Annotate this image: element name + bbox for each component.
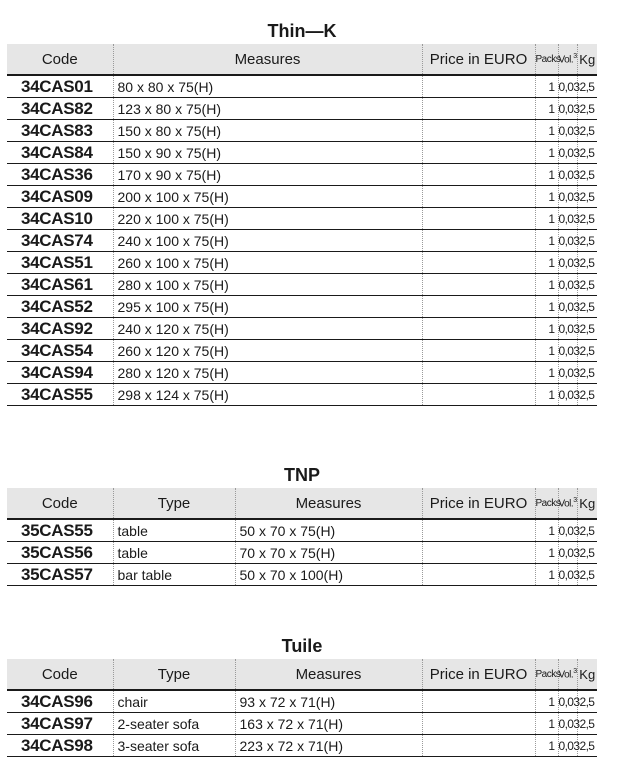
packs-cell: 1 — [535, 318, 558, 340]
table-row — [7, 75, 597, 98]
header-packs: Packs — [535, 488, 558, 519]
packs-cell: 1 — [535, 384, 558, 406]
table-row — [7, 735, 597, 757]
price-cell — [422, 362, 535, 384]
header-packs: Packs — [535, 659, 558, 690]
code-cell: 34CAS10 — [7, 208, 113, 230]
price-cell — [422, 713, 535, 735]
header-type: Type — [113, 659, 235, 690]
table-row — [7, 713, 597, 735]
price-cell — [422, 542, 535, 564]
vol-cell: 0,03 — [558, 164, 577, 186]
code-cell: 34CAS51 — [7, 252, 113, 274]
kg-cell: 2,5 — [579, 101, 595, 116]
header-kg: Kg — [579, 51, 596, 67]
price-cell — [422, 519, 535, 542]
header-code: Code — [7, 659, 113, 690]
price-cell — [422, 120, 535, 142]
kg-cell: 2,5 — [579, 321, 595, 336]
vol-cell: 0,03 — [558, 274, 577, 296]
code-cell: 34CAS84 — [7, 142, 113, 164]
table-row — [7, 519, 597, 542]
section-tuile — [7, 633, 597, 757]
packs-cell: 1 — [535, 120, 558, 142]
kg-cell: 2,5 — [579, 167, 595, 182]
kg-cell: 2,5 — [579, 716, 595, 731]
kg-cell: 2,5 — [579, 738, 595, 753]
kg-cell: 2,5 — [579, 277, 595, 292]
header-vol-superscript: 3 — [573, 52, 577, 60]
kg-cell: 2,5 — [579, 211, 595, 226]
price-table — [7, 44, 597, 406]
table-row — [7, 142, 597, 164]
price-table — [7, 659, 597, 757]
vol-cell: 0,03 — [558, 713, 577, 735]
type-cell: table — [113, 519, 235, 542]
table-row — [7, 690, 597, 713]
type-cell: table — [113, 542, 235, 564]
measures-cell: 298 x 124 x 75(H) — [113, 384, 422, 406]
table-row — [7, 318, 597, 340]
header-vol — [558, 659, 577, 690]
vol-cell: 0,03 — [558, 142, 577, 164]
header-vol — [558, 488, 577, 519]
kg-cell: 2,5 — [579, 189, 595, 204]
code-cell: 34CAS61 — [7, 274, 113, 296]
header-price: Price in EURO — [422, 488, 535, 519]
measures-cell: 260 x 120 x 75(H) — [113, 340, 422, 362]
section-title: Tuile — [281, 636, 323, 656]
header-vol-label: Vol. — [558, 54, 574, 66]
table-row — [7, 252, 597, 274]
header-kg: Kg — [579, 495, 596, 511]
measures-cell: 50 x 70 x 75(H) — [235, 519, 422, 542]
packs-cell: 1 — [535, 713, 558, 735]
header-vol-label: Vol. — [558, 669, 574, 681]
measures-cell: 123 x 80 x 75(H) — [113, 98, 422, 120]
measures-cell: 70 x 70 x 75(H) — [235, 542, 422, 564]
price-cell — [422, 318, 535, 340]
vol-cell: 0,03 — [558, 98, 577, 120]
measures-cell: 93 x 72 x 71(H) — [235, 690, 422, 713]
header-price: Price in EURO — [422, 44, 535, 75]
vol-cell: 0,03 — [558, 208, 577, 230]
measures-cell: 240 x 120 x 75(H) — [113, 318, 422, 340]
measures-cell: 240 x 100 x 75(H) — [113, 230, 422, 252]
price-cell — [422, 252, 535, 274]
table-row — [7, 384, 597, 406]
price-cell — [422, 564, 535, 586]
measures-cell: 280 x 100 x 75(H) — [113, 274, 422, 296]
measures-cell: 150 x 90 x 75(H) — [113, 142, 422, 164]
header-kg: Kg — [579, 666, 596, 682]
vol-cell: 0,03 — [558, 75, 577, 98]
vol-cell: 0,03 — [558, 252, 577, 274]
packs-cell: 1 — [535, 274, 558, 296]
vol-cell: 0,03 — [558, 564, 577, 586]
table-row — [7, 230, 597, 252]
price-cell — [422, 186, 535, 208]
type-cell: bar table — [113, 564, 235, 586]
header-measures: Measures — [235, 659, 422, 690]
section-title: TNP — [284, 465, 320, 485]
code-cell: 34CAS54 — [7, 340, 113, 362]
price-cell — [422, 690, 535, 713]
section-title: Thin—K — [267, 21, 337, 41]
price-cell — [422, 296, 535, 318]
header-packs: Packs — [535, 44, 558, 75]
code-cell: 34CAS55 — [7, 384, 113, 406]
kg-cell: 2,5 — [579, 523, 595, 538]
table-row — [7, 362, 597, 384]
header-measures: Measures — [113, 44, 422, 75]
header-measures: Measures — [235, 488, 422, 519]
header-price: Price in EURO — [422, 659, 535, 690]
table-row — [7, 340, 597, 362]
kg-cell: 2,5 — [579, 343, 595, 358]
code-cell: 34CAS09 — [7, 186, 113, 208]
section-thin-k — [7, 18, 597, 406]
kg-cell: 2,5 — [579, 694, 595, 709]
table-row — [7, 564, 597, 586]
packs-cell: 1 — [535, 186, 558, 208]
measures-cell: 223 x 72 x 71(H) — [235, 735, 422, 757]
packs-cell: 1 — [535, 208, 558, 230]
header-code: Code — [7, 488, 113, 519]
table-row — [7, 164, 597, 186]
vol-cell: 0,03 — [558, 735, 577, 757]
code-cell: 35CAS57 — [7, 564, 113, 586]
vol-cell: 0,03 — [558, 542, 577, 564]
measures-cell: 50 x 70 x 100(H) — [235, 564, 422, 586]
code-cell: 34CAS97 — [7, 713, 113, 735]
vol-cell: 0,03 — [558, 690, 577, 713]
table-row — [7, 296, 597, 318]
code-cell: 34CAS01 — [7, 75, 113, 98]
type-cell: chair — [113, 690, 235, 713]
table-row — [7, 542, 597, 564]
code-cell: 35CAS55 — [7, 519, 113, 542]
price-cell — [422, 164, 535, 186]
packs-cell: 1 — [535, 519, 558, 542]
packs-cell: 1 — [535, 230, 558, 252]
measures-cell: 280 x 120 x 75(H) — [113, 362, 422, 384]
vol-cell: 0,03 — [558, 519, 577, 542]
vol-cell: 0,03 — [558, 318, 577, 340]
vol-cell: 0,03 — [558, 230, 577, 252]
price-cell — [422, 208, 535, 230]
type-cell: 2-seater sofa — [113, 713, 235, 735]
header-vol-superscript: 3 — [573, 496, 577, 504]
table-row — [7, 274, 597, 296]
table-row — [7, 208, 597, 230]
vol-cell: 0,03 — [558, 120, 577, 142]
kg-cell: 2,5 — [579, 365, 595, 380]
header-vol — [558, 44, 577, 75]
table-row — [7, 186, 597, 208]
code-cell: 34CAS82 — [7, 98, 113, 120]
header-code: Code — [7, 44, 113, 75]
vol-cell: 0,03 — [558, 362, 577, 384]
packs-cell: 1 — [535, 142, 558, 164]
measures-cell: 295 x 100 x 75(H) — [113, 296, 422, 318]
table-header-row — [7, 488, 597, 519]
packs-cell: 1 — [535, 98, 558, 120]
code-cell: 34CAS52 — [7, 296, 113, 318]
packs-cell: 1 — [535, 75, 558, 98]
section-tnp — [7, 462, 597, 586]
measures-cell: 163 x 72 x 71(H) — [235, 713, 422, 735]
code-cell: 34CAS96 — [7, 690, 113, 713]
kg-cell: 2,5 — [579, 545, 595, 560]
packs-cell: 1 — [535, 164, 558, 186]
kg-cell: 2,5 — [579, 255, 595, 270]
measures-cell: 200 x 100 x 75(H) — [113, 186, 422, 208]
vol-cell: 0,03 — [558, 384, 577, 406]
measures-cell: 150 x 80 x 75(H) — [113, 120, 422, 142]
price-cell — [422, 230, 535, 252]
price-cell — [422, 384, 535, 406]
vol-cell: 0,03 — [558, 186, 577, 208]
kg-cell: 2,5 — [579, 387, 595, 402]
header-type: Type — [113, 488, 235, 519]
table-header-row — [7, 659, 597, 690]
type-cell: 3-seater sofa — [113, 735, 235, 757]
kg-cell: 2,5 — [579, 567, 595, 582]
table-row — [7, 120, 597, 142]
packs-cell: 1 — [535, 340, 558, 362]
price-cell — [422, 142, 535, 164]
packs-cell: 1 — [535, 296, 558, 318]
code-cell: 35CAS56 — [7, 542, 113, 564]
price-cell — [422, 274, 535, 296]
kg-cell: 2,5 — [579, 233, 595, 248]
packs-cell: 1 — [535, 362, 558, 384]
price-cell — [422, 75, 535, 98]
kg-cell: 2,5 — [579, 79, 595, 94]
kg-cell: 2,5 — [579, 145, 595, 160]
vol-cell: 0,03 — [558, 340, 577, 362]
packs-cell: 1 — [535, 252, 558, 274]
kg-cell: 2,5 — [579, 123, 595, 138]
code-cell: 34CAS74 — [7, 230, 113, 252]
packs-cell: 1 — [535, 735, 558, 757]
code-cell: 34CAS36 — [7, 164, 113, 186]
measures-cell: 260 x 100 x 75(H) — [113, 252, 422, 274]
table-row — [7, 98, 597, 120]
header-vol-superscript: 3 — [573, 667, 577, 675]
code-cell: 34CAS94 — [7, 362, 113, 384]
code-cell: 34CAS83 — [7, 120, 113, 142]
measures-cell: 80 x 80 x 75(H) — [113, 75, 422, 98]
packs-cell: 1 — [535, 690, 558, 713]
header-vol-label: Vol. — [558, 498, 574, 510]
price-cell — [422, 735, 535, 757]
price-cell — [422, 98, 535, 120]
measures-cell: 170 x 90 x 75(H) — [113, 164, 422, 186]
measures-cell: 220 x 100 x 75(H) — [113, 208, 422, 230]
packs-cell: 1 — [535, 564, 558, 586]
price-cell — [422, 340, 535, 362]
code-cell: 34CAS92 — [7, 318, 113, 340]
kg-cell: 2,5 — [579, 299, 595, 314]
table-header-row — [7, 44, 597, 75]
vol-cell: 0,03 — [558, 296, 577, 318]
packs-cell: 1 — [535, 542, 558, 564]
code-cell: 34CAS98 — [7, 735, 113, 757]
price-table — [7, 488, 597, 586]
